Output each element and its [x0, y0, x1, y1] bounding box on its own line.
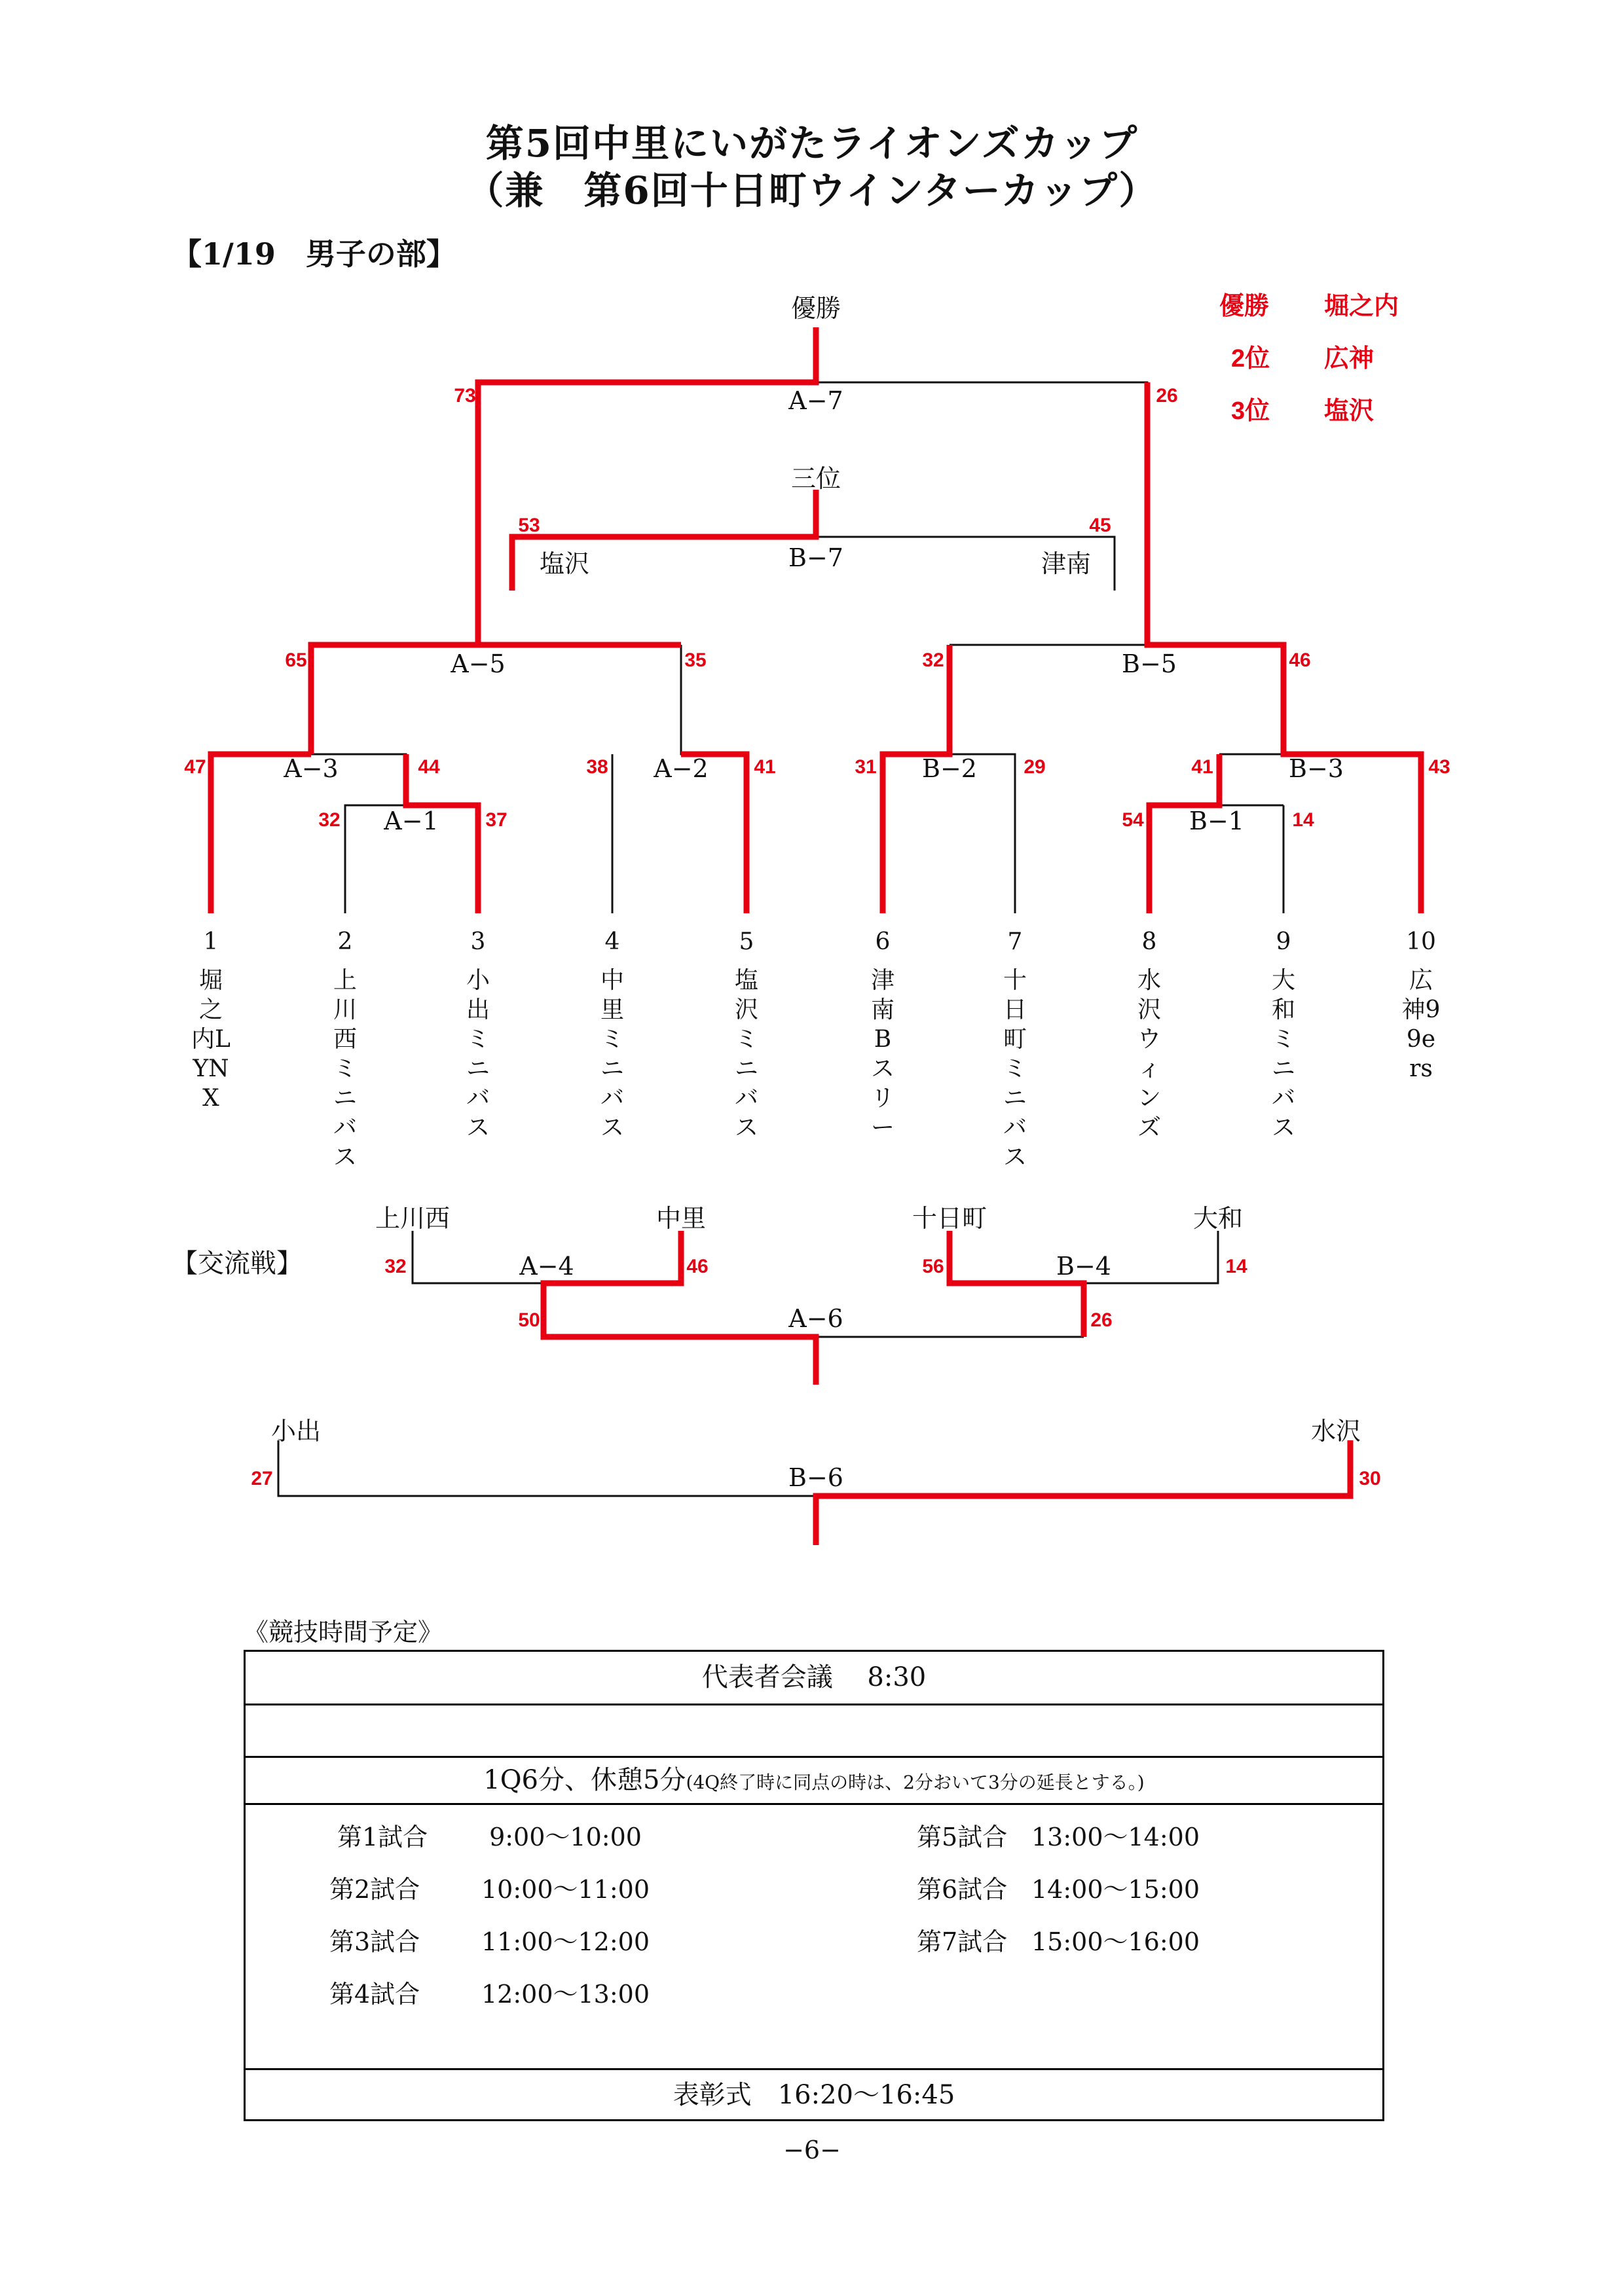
score-a4-right: 46 — [686, 1256, 709, 1277]
exchange-team-a4-right: 中里 — [655, 1204, 706, 1233]
match-label-b3: B−3 — [1289, 754, 1344, 783]
score-b3-left: 41 — [1191, 756, 1213, 778]
score-a1-left: 32 — [318, 809, 341, 831]
schedule-table — [244, 1650, 1384, 2121]
rules-row — [246, 1758, 1382, 1805]
score-b1-right: 14 — [1292, 809, 1314, 831]
game-7-time: 15:00～16:00 — [1031, 1927, 1200, 1956]
score-b2-right: 29 — [1024, 756, 1046, 778]
team-name: 塩沢ミニバス — [734, 967, 758, 1141]
meeting-text: 代表者会議 8:30 — [701, 1662, 927, 1692]
match-label-b4: B−4 — [1056, 1252, 1111, 1281]
game-6-time: 14:00～15:00 — [1031, 1875, 1200, 1904]
match-label-a2: A−2 — [654, 754, 709, 783]
champion-label: 優勝 — [790, 294, 841, 323]
section-heading: 【1/19 男子の部】 — [172, 236, 456, 272]
schedule-heading: 《競技時間予定》 — [244, 1618, 443, 1647]
team-name: 十日町ミニバス — [1003, 967, 1027, 1171]
rules-note: (4Q終了時に同点の時は、2分おいて3分の延長とする。) — [686, 1772, 1145, 1793]
team-number: 2 — [337, 928, 353, 955]
game-1-name: 第1試合 — [337, 1823, 428, 1851]
team-name: 堀之内LYNX — [191, 967, 231, 1112]
match-label-b2: B−2 — [922, 754, 977, 783]
score-a3-right: 44 — [418, 756, 440, 778]
team-name: 広神99ers — [1401, 967, 1441, 1082]
game-2-time: 10:00～11:00 — [481, 1875, 650, 1904]
title-line-2: （兼 第6回十日町ウインターカップ） — [466, 168, 1158, 213]
game-7-name: 第7試合 — [917, 1927, 1008, 1956]
team-name: 水沢ウィンズ — [1137, 967, 1161, 1141]
score-a4-left: 32 — [384, 1256, 407, 1277]
match-label-a5: A−5 — [451, 649, 506, 678]
score-a7-left: 73 — [454, 385, 476, 407]
score-a2-right: 41 — [754, 756, 776, 778]
result-first-label: 優勝 — [1219, 293, 1270, 320]
match-label-a6: A−6 — [788, 1304, 843, 1333]
score-a6-left: 50 — [518, 1309, 540, 1331]
ceremony-row — [246, 2068, 1382, 2119]
score-b1-left: 54 — [1122, 809, 1144, 831]
match-label-a3: A−3 — [284, 754, 339, 783]
team-number: 4 — [604, 928, 620, 955]
result-second: 広神 — [1324, 345, 1375, 373]
score-b4-right: 14 — [1225, 1256, 1247, 1277]
third-place-label: 三位 — [790, 464, 841, 493]
b7-left-team: 塩沢 — [539, 549, 589, 578]
meeting-row — [246, 1652, 1382, 1705]
result-second-label: 2位 — [1231, 345, 1270, 373]
game-3-time: 11:00～12:00 — [481, 1927, 650, 1956]
exchange-team-a4-left: 上川西 — [375, 1204, 450, 1233]
page-number: −6− — [783, 2136, 841, 2164]
match-label-a7: A−7 — [788, 386, 843, 415]
team-number: 8 — [1141, 928, 1157, 955]
exchange-heading: 【交流戦】 — [172, 1248, 303, 1279]
empty-row — [246, 1705, 1382, 1758]
result-first: 堀之内 — [1324, 293, 1399, 320]
team-name: 中里ミニバス — [600, 967, 624, 1141]
score-b7-left: 53 — [518, 515, 540, 536]
score-b7-right: 45 — [1089, 515, 1111, 536]
match-label-b5: B−5 — [1122, 649, 1177, 678]
team-number: 3 — [470, 928, 486, 955]
exchange-team-b6-right: 水沢 — [1310, 1417, 1361, 1446]
team-name: 小出ミニバス — [466, 967, 490, 1141]
score-b2-left: 31 — [855, 756, 877, 778]
team-number: 7 — [1007, 928, 1023, 955]
score-b5-right: 46 — [1289, 649, 1311, 671]
title-line-1: 第5回中里にいがたライオンズカップ — [485, 121, 1139, 166]
result-third: 塩沢 — [1324, 397, 1375, 425]
score-a5-right: 35 — [684, 649, 707, 671]
match-label-a4: A−4 — [519, 1252, 574, 1281]
score-b6-right: 30 — [1359, 1468, 1381, 1489]
score-b3-right: 43 — [1428, 756, 1450, 778]
result-third-label: 3位 — [1231, 397, 1270, 425]
team-name: 津南Bスリー — [870, 967, 895, 1141]
b7-right-team: 津南 — [1041, 549, 1091, 578]
game-4-time: 12:00～13:00 — [481, 1980, 650, 2009]
score-a7-right: 26 — [1156, 385, 1178, 407]
game-1-time: 9:00～10:00 — [481, 1823, 642, 1851]
exchange-team-b4-right: 大和 — [1192, 1204, 1243, 1233]
score-a3-left: 47 — [184, 756, 206, 778]
game-5-time: 13:00～14:00 — [1031, 1823, 1200, 1851]
score-a2-left: 38 — [586, 756, 608, 778]
team-number: 9 — [1276, 928, 1291, 955]
team-number: 5 — [739, 928, 754, 955]
score-b6-left: 27 — [251, 1468, 273, 1489]
game-2-name: 第2試合 — [329, 1875, 420, 1904]
score-b4-left: 56 — [922, 1256, 944, 1277]
rules-text: 1Q6分、休憩5分 — [483, 1765, 686, 1795]
game-5-name: 第5試合 — [917, 1823, 1008, 1851]
team-name: 大和ミニバス — [1271, 967, 1295, 1141]
ceremony-text: 表彰式 16:20～16:45 — [673, 2080, 955, 2110]
match-label-a1: A−1 — [384, 807, 439, 835]
game-6-name: 第6試合 — [917, 1875, 1008, 1904]
match-label-b1: B−1 — [1189, 807, 1244, 835]
team-number: 6 — [875, 928, 891, 955]
score-b5-left: 32 — [922, 649, 944, 671]
game-3-name: 第3試合 — [329, 1927, 420, 1956]
team-name: 上川西ミニバス — [333, 967, 357, 1171]
match-label-b7: B−7 — [788, 543, 843, 572]
exchange-team-b6-left: 小出 — [270, 1417, 321, 1446]
team-number: 1 — [203, 928, 219, 955]
score-a5-left: 65 — [285, 649, 307, 671]
game-4-name: 第4試合 — [329, 1980, 420, 2009]
score-a1-right: 37 — [485, 809, 507, 831]
exchange-team-b4-left: 十日町 — [912, 1204, 987, 1233]
score-a6-right: 26 — [1090, 1309, 1113, 1331]
team-number: 10 — [1406, 928, 1436, 955]
match-label-b6: B−6 — [788, 1463, 843, 1492]
